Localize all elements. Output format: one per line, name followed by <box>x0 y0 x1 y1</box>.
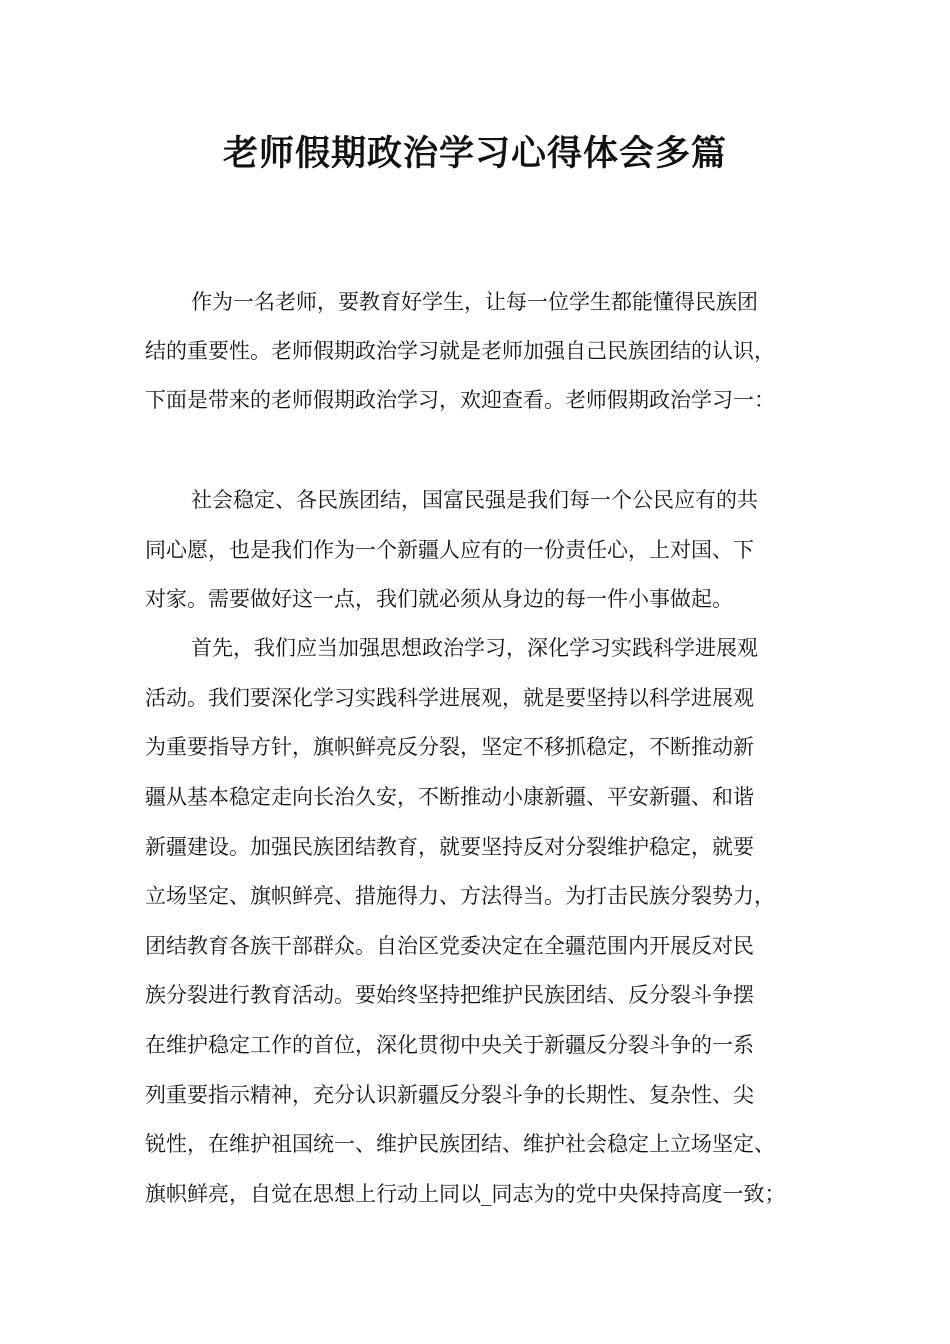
paragraph-1-line-3: 下面是带来的老师假期政治学习，欢迎查看。老师假期政治学习一： <box>145 388 775 412</box>
paragraph-3-line-4: 疆从基本稳定走向长治久安，不断推动小康新疆、平安新疆、和谐 <box>145 785 754 809</box>
document-title: 老师假期政治学习心得体会多篇 <box>222 134 727 174</box>
paragraph-3-line-5: 新疆建设。加强民族团结教育，就要坚持反对分裂维护稳定，就要 <box>145 835 754 859</box>
paragraph-3-line-7: 团结教育各族干部群众。自治区党委决定在全疆范围内开展反对民 <box>145 934 754 958</box>
paragraph-3-line-3: 为重要指导方针，旗帜鲜亮反分裂，坚定不移抓稳定，不断推动新 <box>145 735 754 759</box>
paragraph-3-line-12: 旗帜鲜亮，自觉在思想上行动上同以_同志为的党中央保持高度一致； <box>145 1182 786 1206</box>
paragraph-3-line-1: 首先，我们应当加强思想政治学习，深化学习实践科学进展观 <box>191 636 758 660</box>
paragraph-3-line-9: 在维护稳定工作的首位，深化贯彻中央关于新疆反分裂斗争的一系 <box>145 1033 754 1057</box>
paragraph-3-line-2: 活动。我们要深化学习实践科学进展观，就是要坚持以科学进展观 <box>145 686 754 710</box>
paragraph-3-line-11: 锐性，在维护祖国统一、维护民族团结、维护社会稳定上立场坚定、 <box>145 1132 775 1156</box>
paragraph-3-line-8: 族分裂进行教育活动。要始终坚持把维护民族团结、反分裂斗争摆 <box>145 983 754 1007</box>
paragraph-2-line-1: 社会稳定、各民族团结，国富民强是我们每一个公民应有的共 <box>191 488 758 512</box>
paragraph-2-line-2: 同心愿，也是我们作为一个新疆人应有的一份责任心，上对国、下 <box>145 538 754 562</box>
paragraph-1-line-1: 作为一名老师，要教育好学生，让每一位学生都能懂得民族团 <box>191 290 758 314</box>
paragraph-1-line-2: 结的重要性。老师假期政治学习就是老师加强自己民族团结的认识， <box>145 339 775 363</box>
paragraph-3-line-10: 列重要指示精神，充分认识新疆反分裂斗争的长期性、复杂性、尖 <box>145 1083 754 1107</box>
paragraph-2-line-3: 对家。需要做好这一点，我们就必须从身边的每一件小事做起。 <box>145 587 733 611</box>
paragraph-3-line-6: 立场坚定、旗帜鲜亮、措施得力、方法得当。为打击民族分裂势力， <box>145 884 775 908</box>
